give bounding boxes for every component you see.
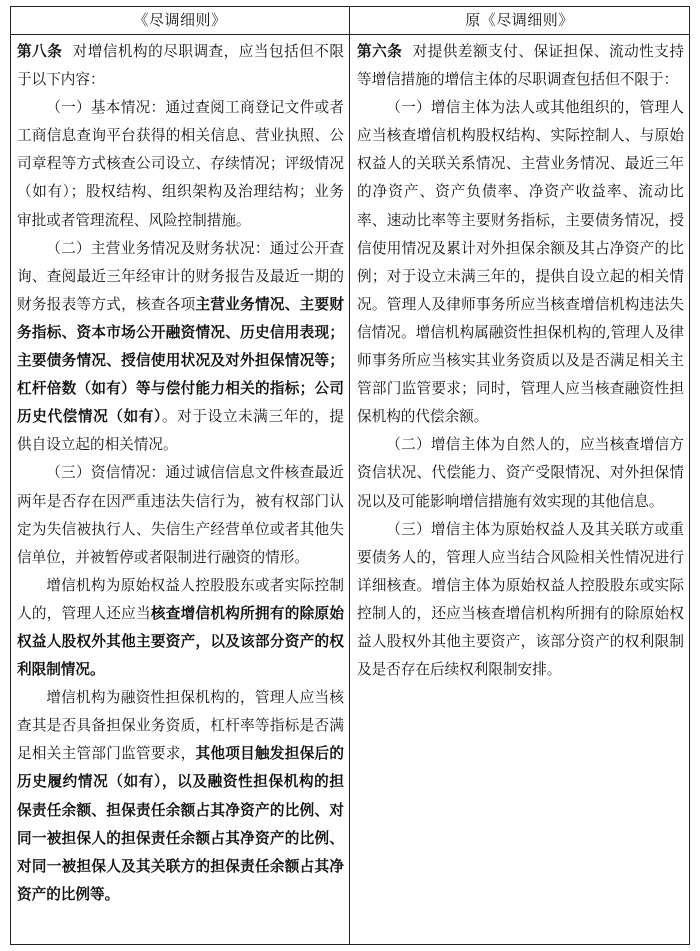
right-article-intro bbox=[357, 38, 684, 94]
left-paragraph-1: （一）基本情况：通过查阅工商登记文件或者工商信息查询平台获得的相关信息、营业执照、公司章程等方式核查公司设立、存续情况；评级情况（如有）；股权结构、组织架构及治理结构；业务审批或者管理流程、风险控制措施。 bbox=[17, 99, 344, 229]
left-paragraph-2 bbox=[17, 235, 344, 460]
right-paragraph-1: （一）增信主体为法人或其他组织的，管理人应当核查增信机构股权结构、实际控制人、与原始权益人的关联关系情况、主营业务情况、最近三年的净资产、资产负债率、净资产收益率、流动比率、速动比率等主要财务指标，主要债务情况，授信使用情况及累计对外担保余额及其占净资产的比例；对于设立未满三年的，提供自设立起的相关情况。管理人及律师事务所应当核查增信机构违法失信情况。增信机构属融资性担保机构的,管理人及律师事务所应当核实其业务资质以及是否满足相关主管部门监管要求；同时，管理人应当核查融资性担保机构的代偿余额。 bbox=[357, 99, 684, 426]
left-p5-text: 增信机构为融资性担保机构的，管理人应当核查其是否具备担保业务资质，杠杆率等指标是否满足相关主管部门监管要求， bbox=[17, 689, 344, 763]
left-paragraph-5 bbox=[17, 684, 344, 909]
right-article-number: 第六条 bbox=[357, 43, 403, 60]
right-intro-text: 对提供差额支付、保证担保、流动性支持等增信措施的增信主体的尽职调查包括但不限于： bbox=[357, 43, 684, 89]
left-p2-bold: 主营业务情况、主要财务指标、资本市场公开融资情况、历史信用表现；主要债务情况、授信使用状况及对外担保情况等；杠杆倍数（如有）等与偿付能力相关的指标；公司历史代偿情况（如有） bbox=[17, 295, 344, 426]
right-column-header: 原《尽调细则》 bbox=[465, 11, 574, 29]
left-p2-text-a: （二）主营业务情况及财务状况：通过公开查询、查阅最近三年经审计的财务报告及最近一期的财务报表等方式，核查各项 bbox=[17, 239, 344, 313]
right-column bbox=[350, 35, 689, 944]
left-article-intro bbox=[17, 38, 344, 94]
right-paragraph-3: （三）增信主体为原始权益人及其关联方或重要债务人的，管理人应当结合风险相关性情况进行详细核查。增信主体为原始权益人控股股东或实际控制人的，还应当核查增信机构所拥有的除原始权益人股权外其他主要资产，该部分资产的权利限制及是否存在后续权利限制安排。 bbox=[357, 520, 684, 679]
left-paragraph-4 bbox=[17, 572, 344, 684]
table-body-row bbox=[11, 35, 689, 944]
left-intro-text: 对增信机构的尽职调查，应当包括但不限于以下内容： bbox=[17, 43, 344, 89]
left-p5-bold: 其他项目触发担保后的历史履约情况（如有），以及融资性担保机构的担保责任余额、担保责任余额占其净资产的比例、对同一被担保人的担保责任余额占其净资产的比例、对同一被担保人及其关联方的担保责任余额占其净资产的比例等。 bbox=[17, 745, 344, 903]
right-paragraph-2: （二）增信主体为自然人的，应当核查增信方资信状况、代偿能力、资产受限情况、对外担保情况以及可能影响增信措施有效实现的其他信息。 bbox=[357, 436, 684, 510]
table-header-row bbox=[11, 7, 689, 35]
comparison-table bbox=[10, 6, 690, 945]
left-article-number: 第八条 bbox=[17, 43, 63, 60]
left-column-header: 《尽调细则》 bbox=[11, 7, 350, 34]
left-p4-text: 增信机构为原始权益人控股股东或者实际控制人的，管理人还应当 bbox=[17, 576, 344, 622]
left-p2-text-b: 。对于设立未满三年的，提供自设立起的相关情况。 bbox=[17, 408, 344, 454]
left-column bbox=[11, 35, 350, 944]
left-paragraph-3: （三）资信情况：通过诚信信息文件核查最近两年是否存在因严重违法失信行为，被有权部门认定为失信被执行人、失信生产经营单位或者其他失信单位，并被暂停或者限制进行融资的情形。 bbox=[17, 464, 344, 566]
left-p4-bold: 核查增信机构所拥有的除原始权益人股权外其他主要资产，以及该部分资产的权利限制情况。 bbox=[17, 604, 344, 679]
